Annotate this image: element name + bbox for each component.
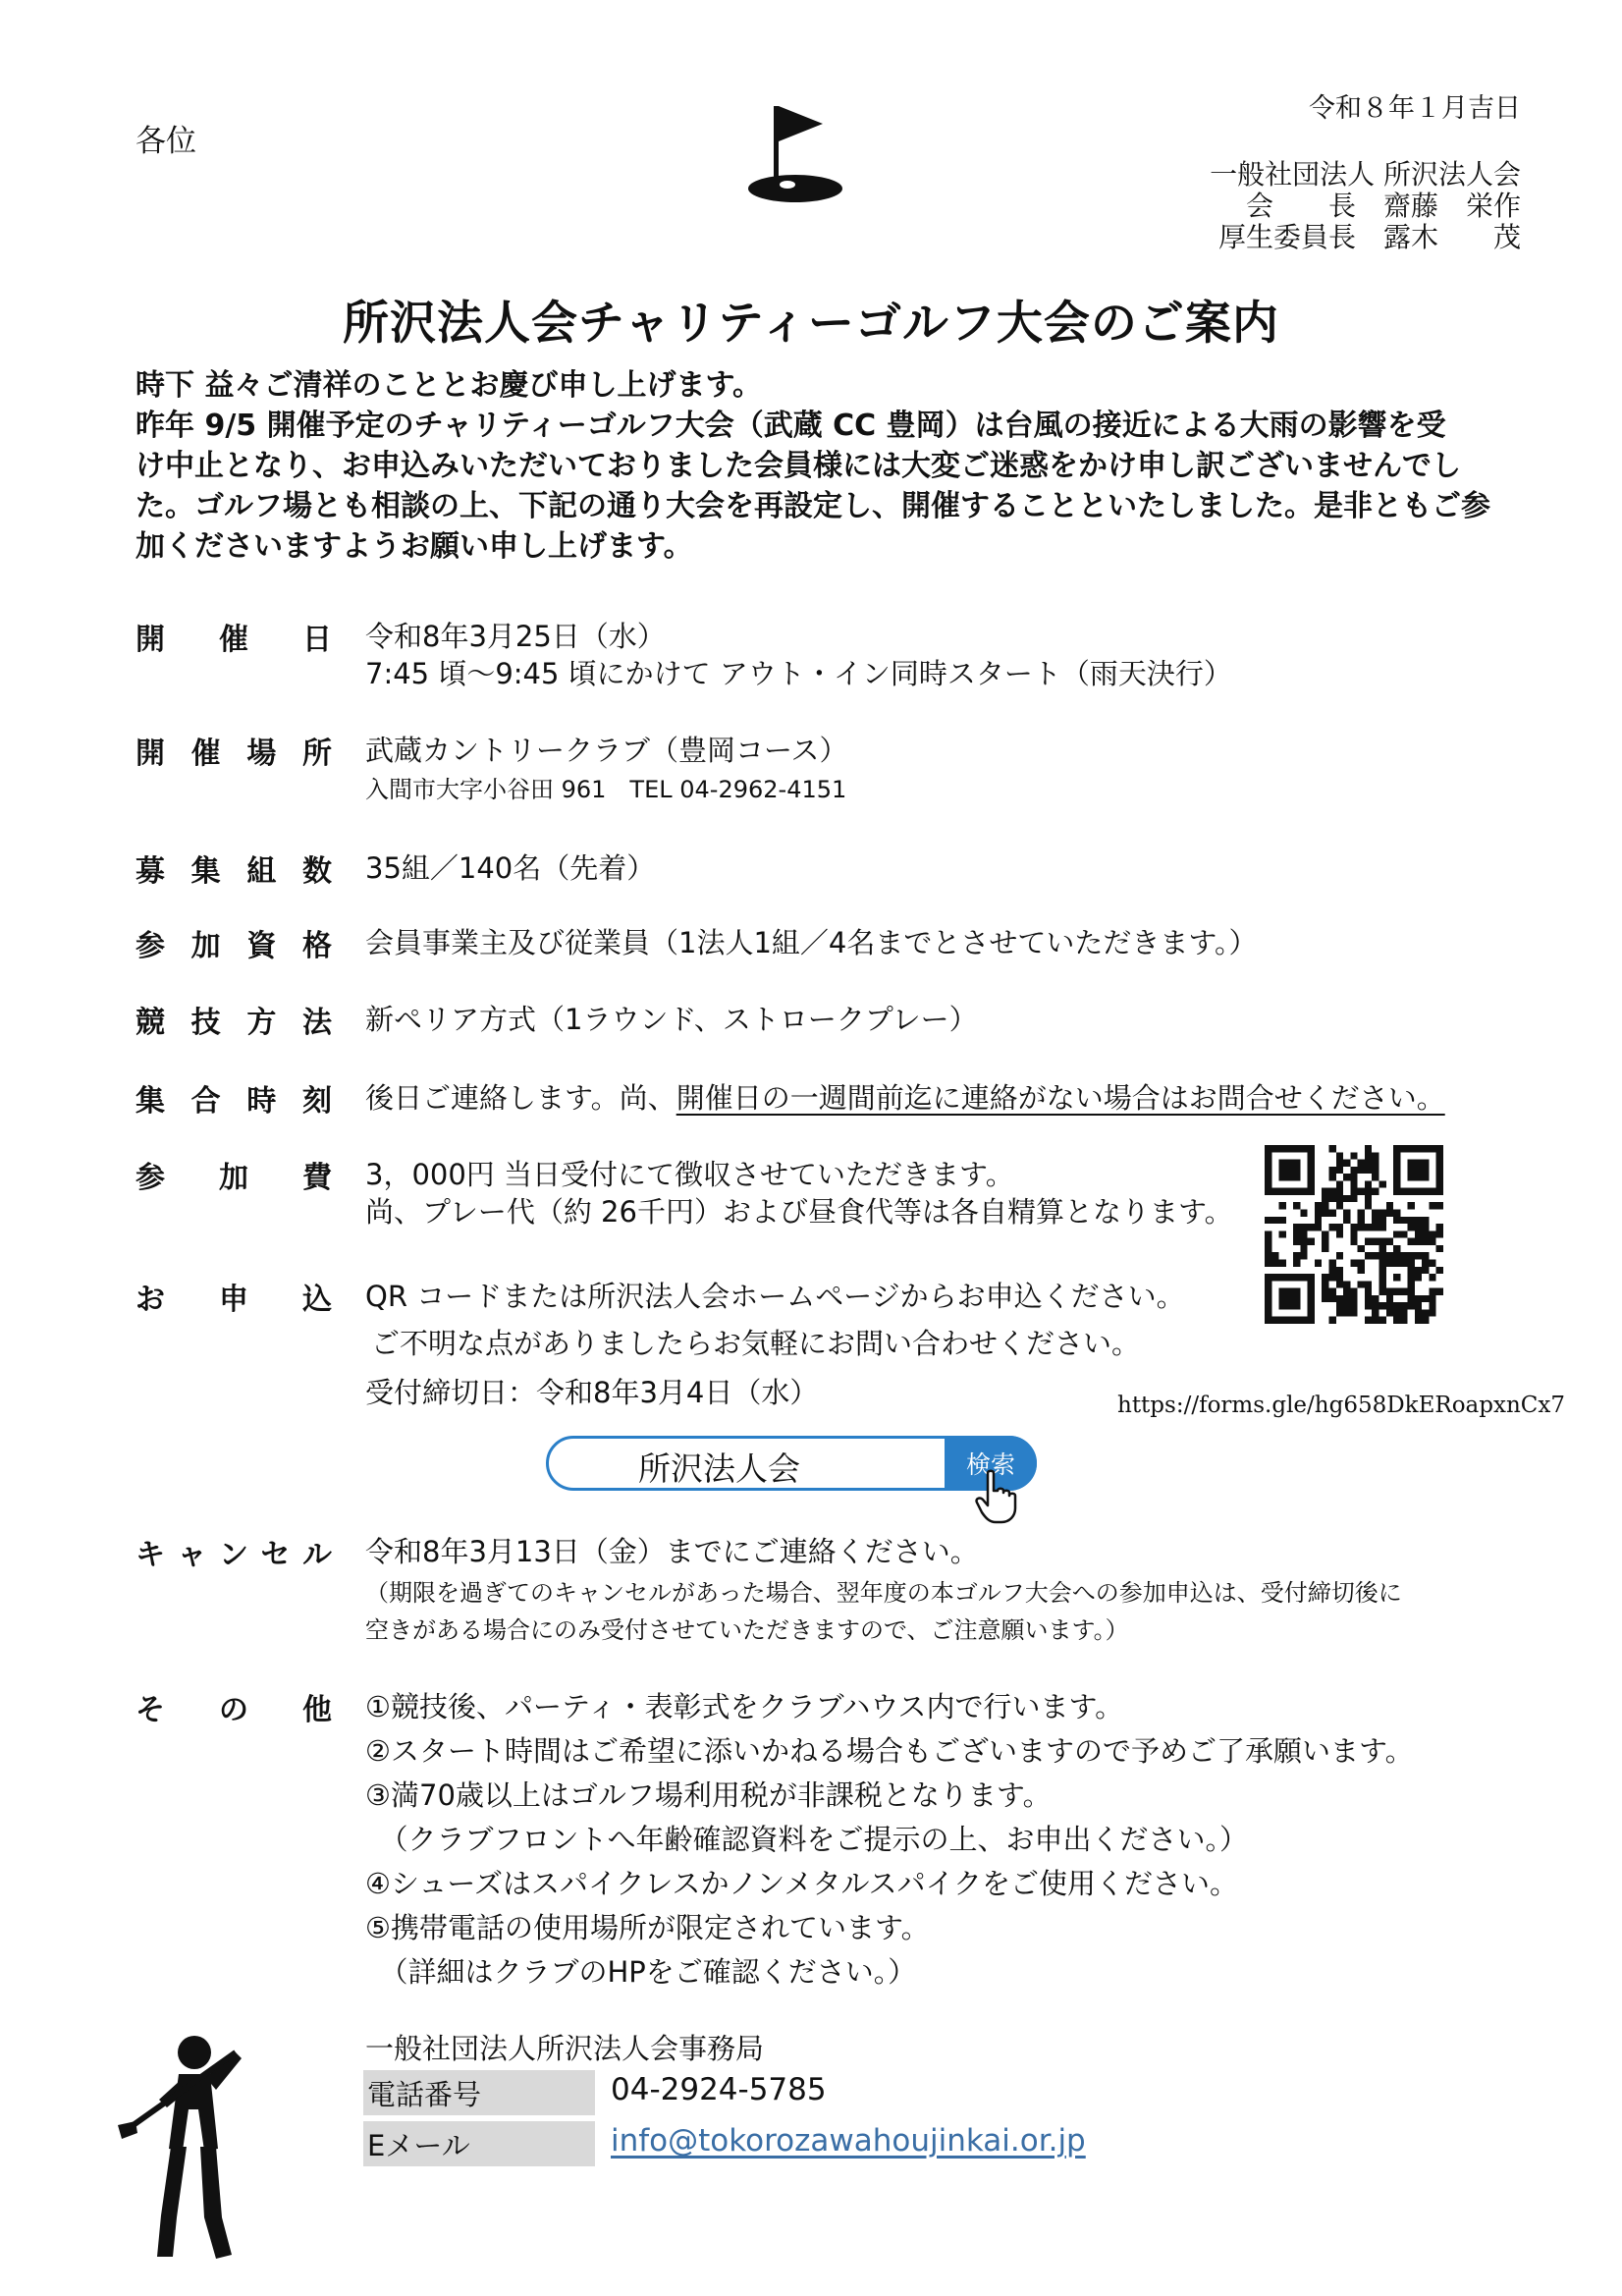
- label-format: 競 技 方 法: [135, 1006, 332, 1040]
- label-groups: 募 集 組 数: [135, 854, 332, 889]
- email-label: Eメール: [363, 2121, 595, 2166]
- intro-line: 加くださいますようお願い申し上げます。: [135, 529, 693, 564]
- other-item: ⑤携帯電話の使用場所が限定されています。: [365, 1911, 930, 1944]
- format-value: 新ペリア方式（1ラウンド、ストロークプレー）: [365, 1003, 978, 1036]
- golf-flag-icon: [744, 102, 846, 208]
- fee-note: 尚、プレー代（約 26千円）および昼食代等は各自精算となります。: [365, 1195, 1233, 1229]
- other-item: ②スタート時間はご希望に添いかねる場合もございますので予めご了承願います。: [365, 1734, 1414, 1768]
- pointer-hand-icon: [974, 1469, 1019, 1528]
- venue-address: 入間市大字小谷田 961 TEL 04-2962-4151: [365, 776, 847, 803]
- page-title: 所沢法人会チャリティーゴルフ大会のご案内: [343, 297, 1279, 351]
- phone-value: 04-2924-5785: [611, 2072, 827, 2107]
- cancel-note-line: 空きがある場合にのみ受付させていただきますので、ご注意願います。）: [365, 1616, 1129, 1644]
- intro-line: た。ゴルフ場とも相談の上、下記の通り大会を再設定し、開催することといたしました。是非ともご参: [135, 489, 1490, 523]
- venue-name: 武蔵カントリークラブ（豊岡コース）: [365, 734, 848, 767]
- phone-label: 電話番号: [363, 2070, 595, 2115]
- qr-code[interactable]: [1265, 1145, 1443, 1324]
- label-eligibility: 参 加 資 格: [135, 929, 332, 963]
- golfer-icon: [108, 2031, 265, 2280]
- fee-value: 3，000円 当日受付にて徴収させていただきます。: [365, 1158, 1014, 1191]
- search-input-text: 所沢法人会: [638, 1449, 800, 1488]
- sender-welfare-chair: 厚生委員長 露木 茂: [1217, 221, 1521, 253]
- label-other: そ の 他: [135, 1693, 332, 1727]
- apply-deadline: 受付締切日：令和8年3月4日（水）: [365, 1376, 819, 1409]
- label-venue: 開 催 場 所: [135, 737, 332, 771]
- other-item: ①競技後、パーティ・表彰式をクラブハウス内で行います。: [365, 1690, 1124, 1723]
- cancel-deadline: 令和8年3月13日（金）までにご連絡ください。: [365, 1535, 979, 1568]
- intro-line: け中止となり、お申込みいただいておりました会員様には大変ご迷惑をかけ申し訳ございませんでし: [135, 449, 1461, 483]
- groups-value: 35組／140名（先着）: [365, 851, 656, 885]
- addressee: 各位: [135, 124, 196, 159]
- label-apply: お 申 込: [135, 1283, 332, 1317]
- sender-org: 一般社団法人 所沢法人会: [1210, 158, 1521, 191]
- intro-paragraph: [135, 365, 1530, 567]
- intro-line: 時下 益々ご清祥のこととお慶び申し上げます。: [135, 368, 763, 403]
- label-event-date: 開 催 日: [135, 623, 332, 657]
- apply-contact-note: ご不明な点がありましたらお気軽にお問い合わせください。: [371, 1327, 1141, 1360]
- meeting-time-note: 開催日の一週間前迄に連絡がない場合はお問合せください。: [676, 1081, 1445, 1115]
- other-item: ④シューズはスパイクレスかノンメタルスパイクをご使用ください。: [365, 1867, 1239, 1900]
- meeting-time-value: 後日ご連絡します。尚、開催日の一週間前迄に連絡がない場合はお問合せください。: [365, 1081, 1445, 1115]
- label-cancel: キ ャ ン セ ル: [135, 1538, 332, 1572]
- label-meeting-time: 集 合 時 刻: [135, 1084, 332, 1119]
- search-button[interactable]: 検索: [945, 1436, 1037, 1491]
- cancel-note-line: （期限を過ぎてのキャンセルがあった場合、翌年度の本ゴルフ大会への参加申込は、受付締切後に: [365, 1579, 1402, 1607]
- label-fee: 参 加 費: [135, 1161, 332, 1195]
- sender-president: 会 長 齋藤 栄作: [1245, 190, 1521, 222]
- other-item: （詳細はクラブのHPをご確認ください。）: [365, 1955, 917, 1989]
- office-name: 一般社団法人所沢法人会事務局: [365, 2032, 765, 2065]
- event-start-time: 7:45 頃～9:45 頃にかけて アウト・イン同時スタート（雨天決行）: [365, 657, 1232, 690]
- intro-line: 昨年 9/5 開催予定のチャリティーゴルフ大会（武蔵 CC 豊岡）は台風の接近による大雨の影響を受: [135, 409, 1446, 443]
- other-item: （クラブフロントへ年齢確認資料をご提示の上、お申出ください。）: [365, 1823, 1249, 1856]
- apply-url-link[interactable]: https://forms.gle/hg658DkERoapxnCx7: [1117, 1393, 1565, 1418]
- apply-instructions: QR コードまたは所沢法人会ホームページからお申込ください。: [365, 1280, 1185, 1313]
- eligibility-value: 会員事業主及び従業員（1法人1組／4名までとさせていただきます。）: [365, 926, 1258, 959]
- issue-date: 令和８年１月吉日: [1309, 93, 1521, 124]
- event-date: 令和8年3月25日（水）: [365, 620, 666, 653]
- email-link[interactable]: info@tokorozawahoujinkai.or.jp: [611, 2123, 1086, 2159]
- other-item: ③満70歳以上はゴルフ場利用税が非課税となります。: [365, 1778, 1052, 1812]
